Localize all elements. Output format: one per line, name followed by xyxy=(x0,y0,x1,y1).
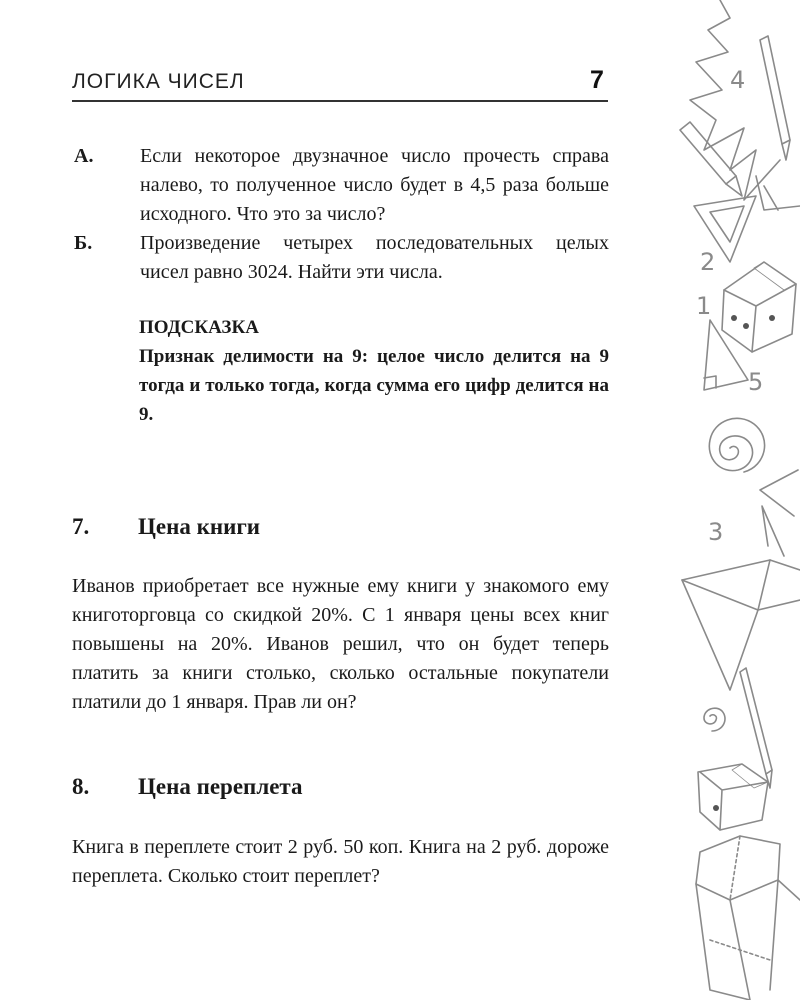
section-7-heading xyxy=(72,514,260,540)
dice-icon xyxy=(722,262,796,352)
hint-title: ПОДСКАЗКА xyxy=(139,317,259,338)
margin-glyph: 2 xyxy=(700,248,716,276)
hint-block xyxy=(139,313,609,429)
header-title: ЛОГИКА ЧИСЕЛ xyxy=(72,70,245,93)
margin-doodles xyxy=(660,0,800,1000)
section-8-text: Книга в переплете стоит 2 руб. 50 коп. Книга на 2 руб. дороже переплета. Сколько стоит переплет? xyxy=(72,836,609,887)
polyhedron-icon xyxy=(696,836,800,1000)
pencil-icon xyxy=(760,36,790,160)
dice-icon xyxy=(698,764,768,830)
angle-doodle xyxy=(760,470,798,556)
problem-a-label: А. xyxy=(74,145,94,167)
margin-glyph: 4 xyxy=(730,66,746,94)
margin-glyph: 1 xyxy=(696,292,712,320)
problem-b xyxy=(74,229,609,287)
problem-a xyxy=(74,142,609,229)
problem-a-text: Если некоторое двузначное число прочесть справа налево, то полученное число будет в 4,5 раза больше исходного. Что это за число? xyxy=(140,145,609,225)
problem-b-text: Произведение четырех последовательных целых чисел равно 3024. Найти эти числа. xyxy=(140,232,609,283)
right-triangle-icon xyxy=(704,320,748,390)
problem-b-label: Б. xyxy=(74,232,93,254)
margin-glyph: 5 xyxy=(748,368,764,396)
header-rule xyxy=(72,100,608,102)
corner-lines-doodle xyxy=(756,176,800,210)
hint-text: Признак делимости на 9: целое число делится на 9 тогда и только тогда, когда сумма его цифр делится на 9. xyxy=(139,346,609,425)
section-8-heading xyxy=(72,774,303,800)
zigzag-doodle xyxy=(690,0,780,200)
section-8-title: Цена переплета xyxy=(138,774,303,799)
margin-glyph: 3 xyxy=(708,518,724,546)
long-pencil-icon xyxy=(740,668,772,788)
section-7-number: 7. xyxy=(72,514,90,539)
small-spiral-doodle xyxy=(704,708,725,731)
section-7-title: Цена книги xyxy=(138,514,261,539)
page-number: 7 xyxy=(590,66,604,94)
section-7-text: Иванов приобретает все нужные ему книги у знакомого ему книготорговца со скидкой 20%. С 1 января цены всех книг повышены на 20%. Иванов решил, что он будет теперь платить за книги столько, сколько остальные покупатели платили до 1 января. Прав ли он? xyxy=(72,575,609,713)
spiral-doodle xyxy=(709,418,764,472)
section-8-number: 8. xyxy=(72,774,90,799)
